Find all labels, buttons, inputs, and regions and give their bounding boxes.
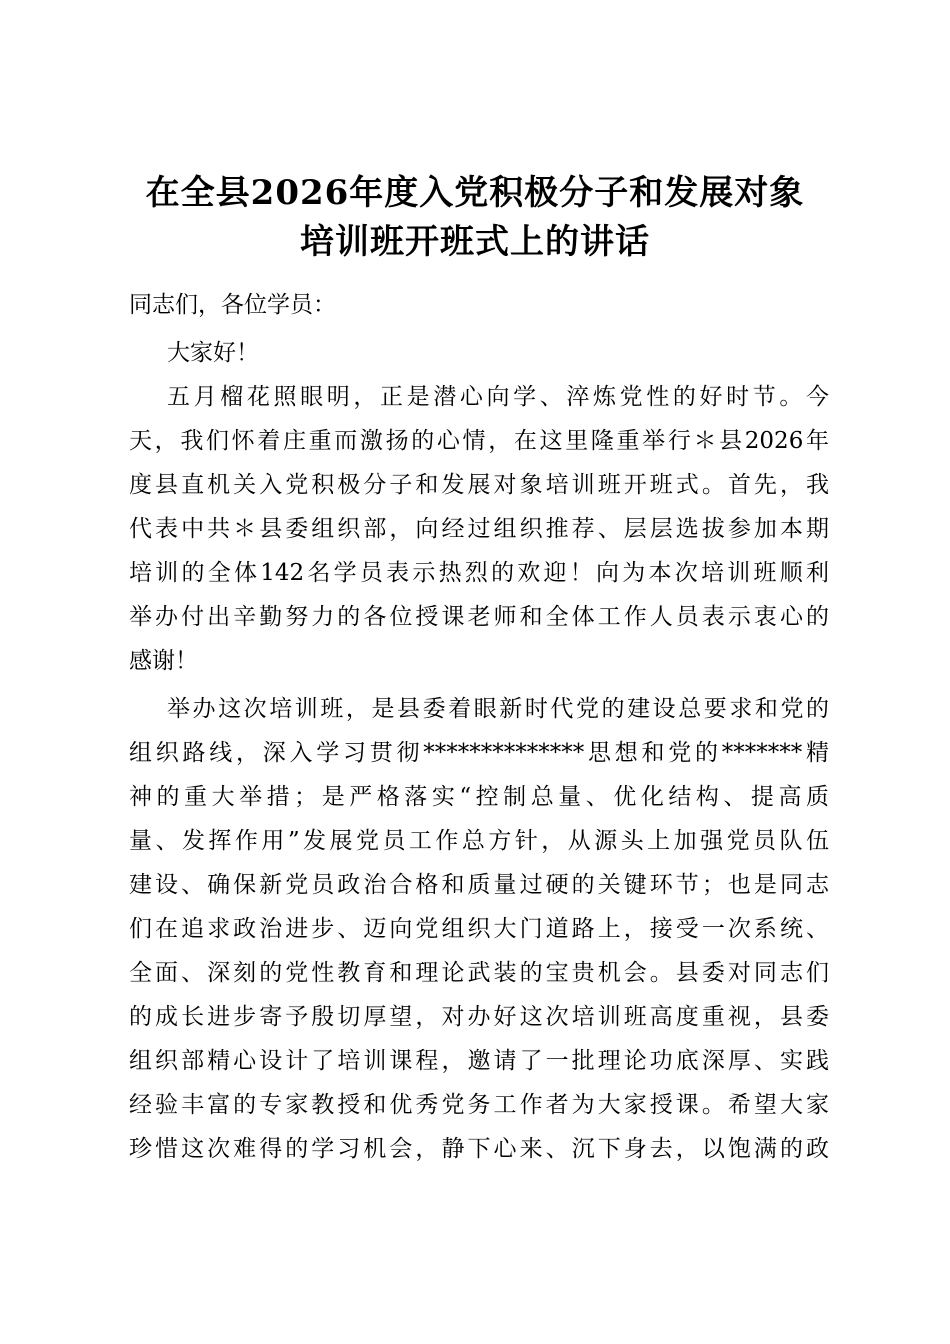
paragraph-1-line: 天，我们怀着庄重而激扬的心情，在这里隆重举行＊县2026年 — [129, 428, 829, 454]
paragraph-2-line: 量、发挥作用”发展党员工作总方针，从源头上加强党员队伍 — [129, 828, 829, 854]
paragraph-1-line: 五月榴花照眼明，正是潜心向学、淬炼党性的好时节。今 — [167, 384, 829, 410]
greeting-line: 大家好！ — [167, 340, 259, 366]
paragraph-1-line: 培训的全体142名学员表示热烈的欢迎！向为本次培训班顺利 — [129, 560, 829, 586]
paragraph-1-line: 代表中共＊县委组织部，向经过组织推荐、层层选拔参加本期 — [129, 516, 829, 542]
paragraph-1-line: 感谢！ — [129, 648, 198, 674]
paragraph-1 — [129, 375, 829, 683]
paragraph-2-line: 的成长进步寄予殷切厚望，对办好这次培训班高度重视，县委 — [129, 1004, 829, 1030]
paragraph-2-line: 珍惜这次难得的学习机会，静下心来、沉下身去，以饱满的政 — [129, 1136, 829, 1162]
paragraph-1-line: 举办付出辛勤努力的各位授课老师和全体工作人员表示衷心的 — [129, 604, 829, 630]
paragraph-2 — [129, 687, 829, 1171]
paragraph-2-line: 们在追求政治进步、迈向党组织大门道路上，接受一次系统、 — [129, 916, 829, 942]
paragraph-2-line: 神的重大举措；是严格落实“控制总量、优化结构、提高质 — [129, 784, 829, 810]
document-title-line-2: 培训班开班式上的讲话 — [300, 222, 650, 262]
paragraph-1-line: 度县直机关入党积极分子和发展对象培训班开班式。首先，我 — [129, 472, 829, 498]
document-title-line-1: 在全县2026年度入党积极分子和发展对象 — [145, 173, 805, 213]
paragraph-2-line: 全面、深刻的党性教育和理论武装的宝贵机会。县委对同志们 — [129, 960, 829, 986]
paragraph-2-line: 组织路线，深入学习贯彻**************思想和党的*******精 — [129, 740, 829, 766]
paragraph-2-line: 举办这次培训班，是县委着眼新时代党的建设总要求和党的 — [167, 696, 829, 722]
paragraph-2-line: 组织部精心设计了培训课程，邀请了一批理论功底深厚、实践 — [129, 1048, 829, 1074]
paragraph-2-line: 经验丰富的专家教授和优秀党务工作者为大家授课。希望大家 — [129, 1092, 829, 1118]
salutation: 同志们，各位学员： — [129, 292, 336, 318]
greeting — [129, 331, 829, 375]
paragraph-2-line: 建设、确保新党员政治合格和质量过硬的关键环节；也是同志 — [129, 872, 829, 898]
